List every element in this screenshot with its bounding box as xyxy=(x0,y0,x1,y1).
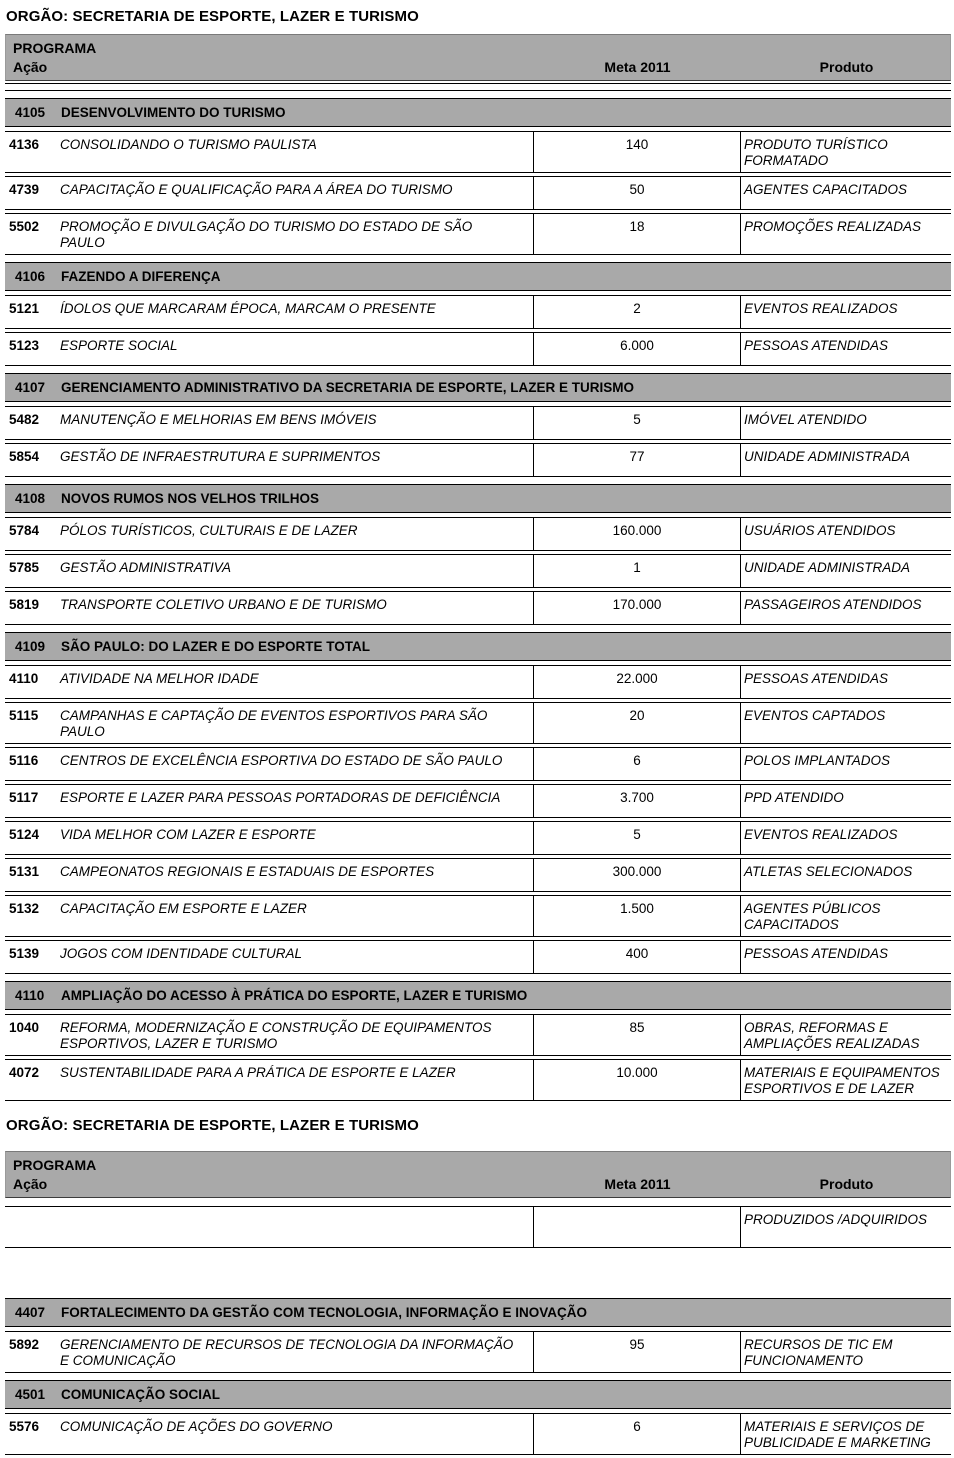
action-row xyxy=(5,443,951,477)
action-cell xyxy=(5,941,533,973)
action-description: CAPACITAÇÃO E QUALIFICAÇÃO PARA A ÁREA DO TURISMO xyxy=(60,182,453,197)
action-code: 5117 xyxy=(9,790,39,805)
meta-cell: 170.000 xyxy=(533,592,740,624)
product-cell: AGENTES CAPACITADOS xyxy=(740,177,951,209)
product-cell: PASSAGEIROS ATENDIDOS xyxy=(740,592,951,624)
program-code: 4107 xyxy=(15,380,46,395)
action-code: 5854 xyxy=(9,449,40,464)
meta-cell: 77 xyxy=(533,444,740,476)
column-header-acao: Ação xyxy=(13,59,48,75)
action-row xyxy=(5,213,951,255)
orgao-title-1: ORGÃO: SECRETARIA DE ESPORTE, LAZER E TURISMO xyxy=(6,8,419,25)
product-cell: PESSOAS ATENDIDAS xyxy=(740,333,951,365)
action-description: MANUTENÇÃO E MELHORIAS EM BENS IMÓVEIS xyxy=(60,412,377,427)
column-header-acao: Ação xyxy=(13,1176,48,1192)
product-cell: ATLETAS SELECIONADOS xyxy=(740,859,951,891)
action-cell xyxy=(5,1015,533,1055)
action-description: GESTÃO DE INFRAESTRUTURA E SUPRIMENTOS xyxy=(60,449,381,464)
action-cell xyxy=(5,518,533,550)
action-row xyxy=(5,665,951,699)
product-cell: OBRAS, REFORMAS E AMPLIAÇÕES REALIZADAS xyxy=(740,1015,951,1055)
column-header-produto: Produto xyxy=(819,59,874,75)
action-code: 4072 xyxy=(9,1065,40,1080)
action-description: ESPORTE SOCIAL xyxy=(60,338,178,353)
action-description: ÍDOLOS QUE MARCARAM ÉPOCA, MARCAM O PRESENTE xyxy=(60,301,436,316)
action-code: 5482 xyxy=(9,412,40,427)
program-title: GERENCIAMENTO ADMINISTRATIVO DA SECRETARIA DE ESPORTE, LAZER E TURISMO xyxy=(61,380,635,395)
product-cell: EVENTOS CAPTADOS xyxy=(740,703,951,743)
action-row xyxy=(5,332,951,366)
action-description: CAPACITAÇÃO EM ESPORTE E LAZER xyxy=(60,901,307,916)
action-row xyxy=(5,1014,951,1056)
table-header xyxy=(5,1151,951,1198)
product-cell: EVENTOS REALIZADOS xyxy=(740,296,951,328)
action-cell xyxy=(5,896,533,936)
meta-cell: 85 xyxy=(533,1015,740,1055)
action-row xyxy=(5,821,951,855)
meta-cell: 50 xyxy=(533,177,740,209)
action-row xyxy=(5,295,951,329)
program-section-row xyxy=(5,632,951,661)
action-cell xyxy=(5,296,533,328)
product-cell: PESSOAS ATENDIDAS xyxy=(740,666,951,698)
column-header-programa: PROGRAMA xyxy=(13,40,97,56)
product-cell: POLOS IMPLANTADOS xyxy=(740,748,951,780)
column-header-produto: Produto xyxy=(819,1176,874,1192)
action-code: 5502 xyxy=(9,219,40,234)
action-code: 5123 xyxy=(9,338,40,353)
program-title: DESENVOLVIMENTO DO TURISMO xyxy=(61,105,286,120)
action-row xyxy=(5,784,951,818)
program-title: AMPLIAÇÃO DO ACESSO À PRÁTICA DO ESPORTE, LAZER E TURISMO xyxy=(61,988,528,1003)
meta-cell: 20 xyxy=(533,703,740,743)
program-title: COMUNICAÇÃO SOCIAL xyxy=(61,1387,220,1402)
action-code: 4136 xyxy=(9,137,40,152)
meta-cell: 3.700 xyxy=(533,785,740,817)
action-row xyxy=(5,517,951,551)
action-cell xyxy=(5,1414,533,1454)
meta-cell xyxy=(533,1207,740,1247)
action-code: 5121 xyxy=(9,301,40,316)
meta-cell: 22.000 xyxy=(533,666,740,698)
column-header-programa: PROGRAMA xyxy=(13,1157,97,1173)
action-cell xyxy=(5,1207,533,1247)
action-description: PROMOÇÃO E DIVULGAÇÃO DO TURISMO DO ESTADO DE SÃO PAULO xyxy=(60,219,473,250)
action-cell xyxy=(5,132,533,172)
action-row xyxy=(5,858,951,892)
product-cell: UNIDADE ADMINISTRADA xyxy=(740,444,951,476)
meta-cell: 1.500 xyxy=(533,896,740,936)
meta-cell: 140 xyxy=(533,132,740,172)
action-description: REFORMA, MODERNIZAÇÃO E CONSTRUÇÃO DE EQUIPAMENTOS ESPORTIVOS, LAZER E TURISMO xyxy=(60,1020,492,1051)
action-code: 5819 xyxy=(9,597,40,612)
action-cell xyxy=(5,703,533,743)
action-row xyxy=(5,895,951,937)
meta-cell: 5 xyxy=(533,407,740,439)
programs-table-1 xyxy=(5,34,951,1101)
program-code: 4109 xyxy=(15,639,46,654)
action-description: CAMPANHAS E CAPTAÇÃO DE EVENTOS ESPORTIVOS PARA SÃO PAULO xyxy=(60,708,488,739)
meta-cell: 400 xyxy=(533,941,740,973)
product-cell: UNIDADE ADMINISTRADA xyxy=(740,555,951,587)
action-description: CENTROS DE EXCELÊNCIA ESPORTIVA DO ESTADO DE SÃO PAULO xyxy=(60,753,503,768)
action-code xyxy=(5,1207,60,1247)
action-cell xyxy=(5,555,533,587)
continuation-row xyxy=(5,1206,951,1248)
action-code: 5139 xyxy=(9,946,40,961)
meta-cell: 1 xyxy=(533,555,740,587)
program-section-row xyxy=(5,484,951,513)
action-description: JOGOS COM IDENTIDADE CULTURAL xyxy=(60,946,303,961)
action-code: 4110 xyxy=(9,671,39,686)
programs-table-2 xyxy=(5,1151,951,1455)
action-row xyxy=(5,940,951,974)
action-cell xyxy=(5,333,533,365)
action-description: TRANSPORTE COLETIVO URBANO E DE TURISMO xyxy=(60,597,387,612)
meta-cell: 6.000 xyxy=(533,333,740,365)
action-cell xyxy=(5,748,533,780)
action-code: 1040 xyxy=(9,1020,40,1035)
action-cell xyxy=(5,1332,533,1372)
action-code: 5124 xyxy=(9,827,40,842)
program-title: NOVOS RUMOS NOS VELHOS TRILHOS xyxy=(61,491,320,506)
action-cell xyxy=(5,177,533,209)
action-cell xyxy=(5,592,533,624)
action-description xyxy=(60,1207,533,1247)
column-header-meta: Meta 2011 xyxy=(604,1176,671,1192)
action-cell xyxy=(5,444,533,476)
meta-cell: 5 xyxy=(533,822,740,854)
action-row xyxy=(5,1331,951,1373)
meta-cell: 10.000 xyxy=(533,1060,740,1100)
action-cell xyxy=(5,666,533,698)
program-code: 4108 xyxy=(15,491,46,506)
program-code: 4407 xyxy=(15,1305,46,1320)
action-code: 5576 xyxy=(9,1419,40,1434)
program-section-row xyxy=(5,1380,951,1409)
action-row xyxy=(5,591,951,625)
action-description: PÓLOS TURÍSTICOS, CULTURAIS E DE LAZER xyxy=(60,523,358,538)
meta-cell: 6 xyxy=(533,748,740,780)
action-code: 5116 xyxy=(9,753,39,768)
action-cell xyxy=(5,785,533,817)
program-section-row xyxy=(5,262,951,291)
action-description: ATIVIDADE NA MELHOR IDADE xyxy=(60,671,259,686)
action-cell xyxy=(5,859,533,891)
program-title: FAZENDO A DIFERENÇA xyxy=(61,269,221,284)
action-description: COMUNICAÇÃO DE AÇÕES DO GOVERNO xyxy=(60,1419,333,1434)
column-header-programa-acao xyxy=(13,1156,96,1194)
product-cell: MATERIAIS E SERVIÇOS DE PUBLICIDADE E MARKETING xyxy=(740,1414,951,1454)
product-cell: PRODUZIDOS /ADQUIRIDOS xyxy=(740,1207,951,1247)
action-description: VIDA MELHOR COM LAZER E ESPORTE xyxy=(60,827,316,842)
product-cell: EVENTOS REALIZADOS xyxy=(740,822,951,854)
program-section-row xyxy=(5,98,951,127)
program-code: 4106 xyxy=(15,269,46,284)
action-row xyxy=(5,1059,951,1101)
action-cell xyxy=(5,822,533,854)
action-description: CAMPEONATOS REGIONAIS E ESTADUAIS DE ESPORTES xyxy=(60,864,435,879)
program-title: SÃO PAULO: DO LAZER E DO ESPORTE TOTAL xyxy=(61,639,371,654)
product-cell: RECURSOS DE TIC EM FUNCIONAMENTO xyxy=(740,1332,951,1372)
action-cell xyxy=(5,214,533,254)
action-cell xyxy=(5,1060,533,1100)
program-title: FORTALECIMENTO DA GESTÃO COM TECNOLOGIA, INFORMAÇÃO E INOVAÇÃO xyxy=(61,1305,587,1320)
action-row xyxy=(5,176,951,210)
table-header xyxy=(5,34,951,81)
action-description: GESTÃO ADMINISTRATIVA xyxy=(60,560,232,575)
orgao-title-2: ORGÃO: SECRETARIA DE ESPORTE, LAZER E TURISMO xyxy=(6,1117,419,1134)
action-description: ESPORTE E LAZER PARA PESSOAS PORTADORAS DE DEFICIÊNCIA xyxy=(60,790,501,805)
meta-cell: 6 xyxy=(533,1414,740,1454)
product-cell: IMÓVEL ATENDIDO xyxy=(740,407,951,439)
column-header-programa-acao xyxy=(13,39,96,77)
action-description: SUSTENTABILIDADE PARA A PRÁTICA DE ESPORTE E LAZER xyxy=(60,1065,456,1080)
program-code: 4110 xyxy=(15,988,45,1003)
action-code: 5784 xyxy=(9,523,40,538)
action-description: GERENCIAMENTO DE RECURSOS DE TECNOLOGIA DA INFORMAÇÃO E COMUNICAÇÃO xyxy=(60,1337,514,1368)
action-code: 5115 xyxy=(9,708,39,723)
action-row xyxy=(5,1413,951,1455)
program-code: 4105 xyxy=(15,105,46,120)
meta-cell: 300.000 xyxy=(533,859,740,891)
product-cell: USUÁRIOS ATENDIDOS xyxy=(740,518,951,550)
meta-cell: 160.000 xyxy=(533,518,740,550)
action-row xyxy=(5,747,951,781)
meta-cell: 18 xyxy=(533,214,740,254)
action-cell xyxy=(5,407,533,439)
action-row xyxy=(5,702,951,744)
action-code: 5892 xyxy=(9,1337,40,1352)
header-separator-row xyxy=(5,83,951,91)
program-code: 4501 xyxy=(15,1387,46,1402)
meta-cell: 2 xyxy=(533,296,740,328)
program-section-row xyxy=(5,1298,951,1327)
action-code: 4739 xyxy=(9,182,40,197)
product-cell: PROMOÇÕES REALIZADAS xyxy=(740,214,951,254)
column-header-meta: Meta 2011 xyxy=(604,59,671,75)
action-code: 5132 xyxy=(9,901,40,916)
product-cell: AGENTES PÚBLICOS CAPACITADOS xyxy=(740,896,951,936)
action-description: CONSOLIDANDO O TURISMO PAULISTA xyxy=(60,137,317,152)
product-cell: PRODUTO TURÍSTICO FORMATADO xyxy=(740,132,951,172)
product-cell: PPD ATENDIDO xyxy=(740,785,951,817)
product-cell: PESSOAS ATENDIDAS xyxy=(740,941,951,973)
program-section-row xyxy=(5,981,951,1010)
meta-cell: 95 xyxy=(533,1332,740,1372)
action-row xyxy=(5,554,951,588)
program-section-row xyxy=(5,373,951,402)
action-code: 5785 xyxy=(9,560,40,575)
action-row xyxy=(5,131,951,173)
action-row xyxy=(5,406,951,440)
action-code: 5131 xyxy=(9,864,40,879)
product-cell: MATERIAIS E EQUIPAMENTOS ESPORTIVOS E DE LAZER xyxy=(740,1060,951,1100)
